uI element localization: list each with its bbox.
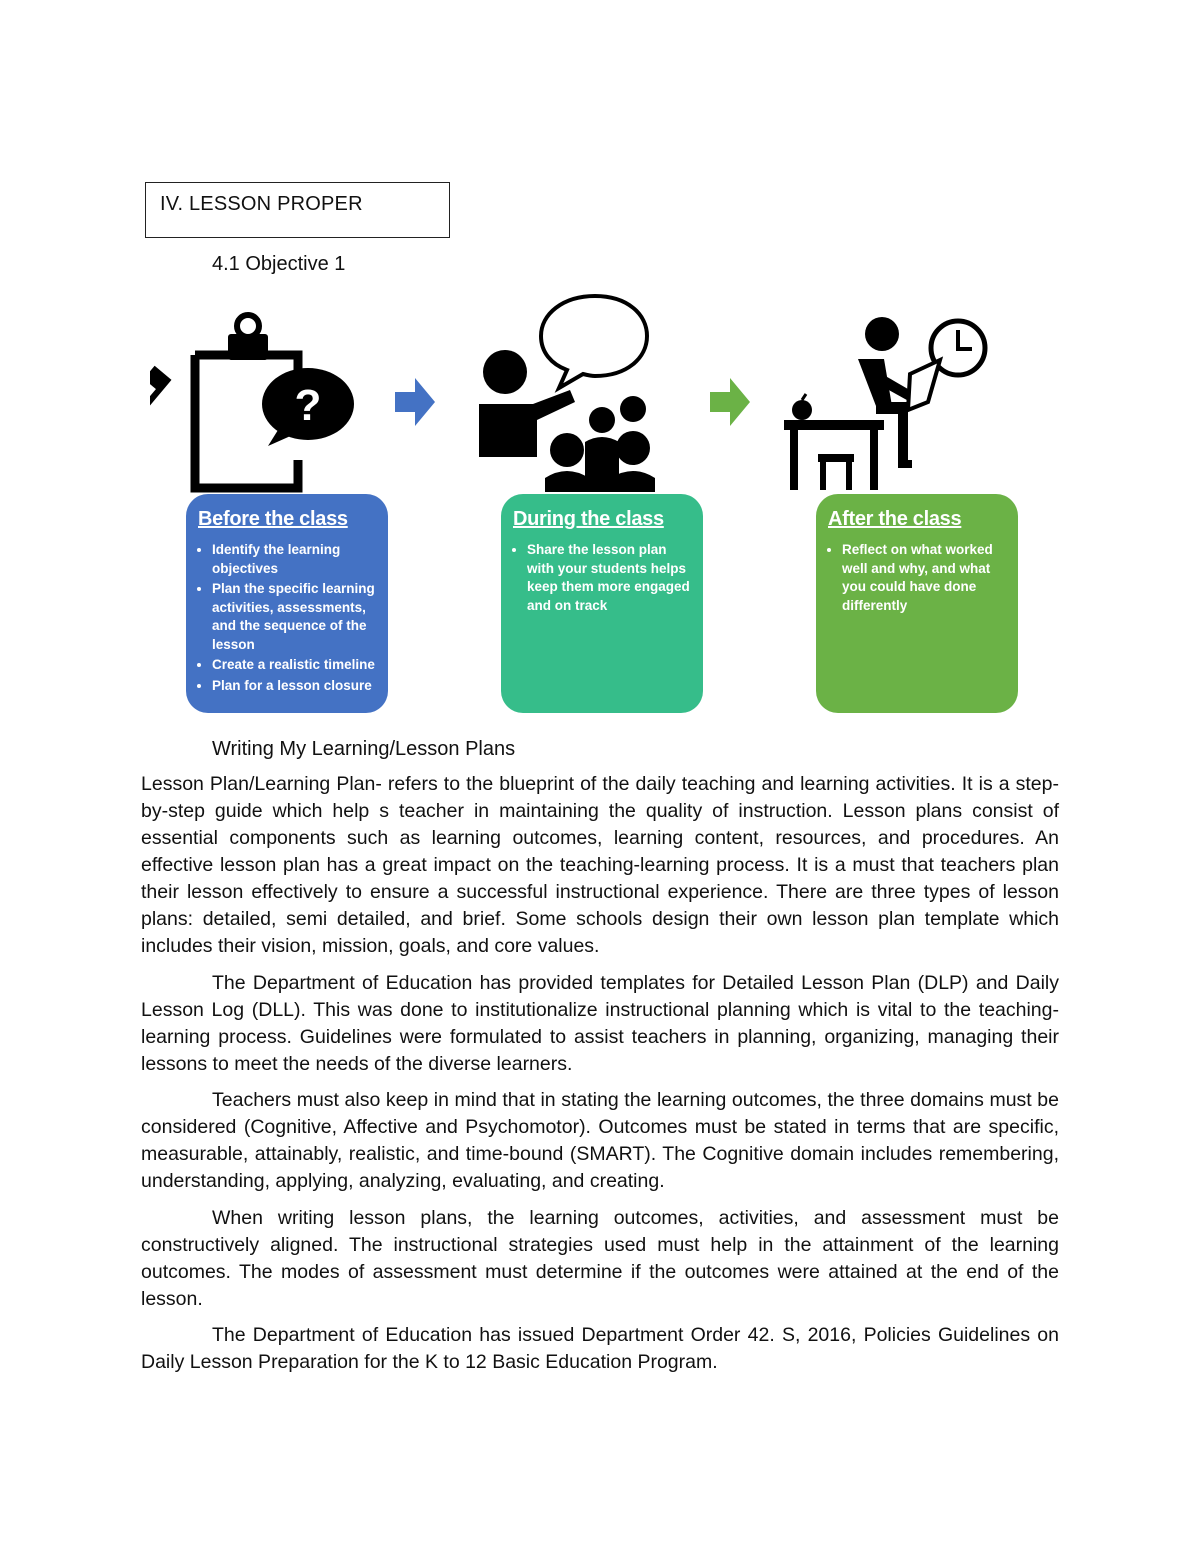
list-item: • Plan the specific learning activities, assessments, and the sequence of the lesson bbox=[212, 580, 376, 654]
card-title: During the class bbox=[513, 508, 664, 530]
card-title: Before the class bbox=[198, 508, 348, 530]
arrow-right-green-icon bbox=[710, 378, 750, 426]
paragraph: Lesson Plan/Learning Plan- refers to the blueprint of the daily teaching and learning activities. It is a step-by-step guide which help s teacher in maintaining the quality of instruction. Lesson plans consist of essential components such as learning outcomes, learning content, resources, and procedures. An effective lesson plan has a great impact on the teaching-learning process. It is a must that teachers plan their lesson effectively to ensure a successful instructional experience. There are three types of lesson plans: detailed, semi detailed, and brief. Some schools design their own lesson plan template which includes their vision, mission, goals, and core values. bbox=[141, 773, 1059, 957]
subheading: Writing My Learning/Lesson Plans bbox=[212, 738, 516, 760]
body-text bbox=[141, 771, 1059, 1386]
section-title: IV. LESSON PROPER bbox=[160, 193, 363, 215]
list-item: • Identify the learning objectives bbox=[212, 541, 376, 578]
arrow-right-blue-icon bbox=[395, 378, 435, 426]
list-item: • Reflect on what worked well and why, and what you could have done differently bbox=[842, 541, 1006, 615]
clipboard-question-pencil-icon bbox=[150, 310, 360, 495]
teacher-speaking-students-icon bbox=[475, 292, 665, 492]
card-during-class bbox=[501, 494, 703, 713]
svg-text:?: ? bbox=[294, 381, 322, 430]
paragraph: The Department of Education has provided templates for Detailed Lesson Plan (DLP) and Daily Lesson Log (DLL). This was done to institutionalize instructional planning which is vital to the teaching-learning process. Guidelines were formulated to assist teachers in planning, organizing, managing their lessons to meet the needs of the diverse learners. bbox=[141, 971, 1059, 1075]
paragraph: Teachers must also keep in mind that in stating the learning outcomes, the three domains must be considered (Cognitive, Affective and Psychomotor). Outcomes must be stated in terms that are specific, measurable, attainably, realistic, and time-bound (SMART). The Cognitive domain includes remembering, understanding, applying, analyzing, evaluating, and creating. bbox=[141, 1089, 1059, 1192]
teacher-desk-clock-icon bbox=[780, 314, 995, 494]
paragraph: When writing lesson plans, the learning outcomes, activities, and assessment must be constructively aligned. The instructional strategies used must help in the attainment of the learning outcomes. The modes of assessment must determine if the outcomes were attained at the end of the lesson. bbox=[141, 1206, 1059, 1310]
list-item: • Create a realistic timeline bbox=[212, 656, 376, 675]
objective-label: 4.1 Objective 1 bbox=[212, 253, 346, 275]
card-before-class bbox=[186, 494, 388, 713]
paragraph: The Department of Education has issued Department Order 42. S, 2016, Policies Guidelines on Daily Lesson Preparation for the K to 12 Basic Education Program. bbox=[141, 1324, 1059, 1373]
card-title: After the class bbox=[828, 508, 962, 530]
card-after-class bbox=[816, 494, 1018, 713]
list-item: • Plan for a lesson closure bbox=[212, 677, 376, 696]
list-item: • Share the lesson plan with your students helps keep them more engaged and on track bbox=[527, 541, 691, 615]
section-title-box bbox=[145, 182, 450, 238]
